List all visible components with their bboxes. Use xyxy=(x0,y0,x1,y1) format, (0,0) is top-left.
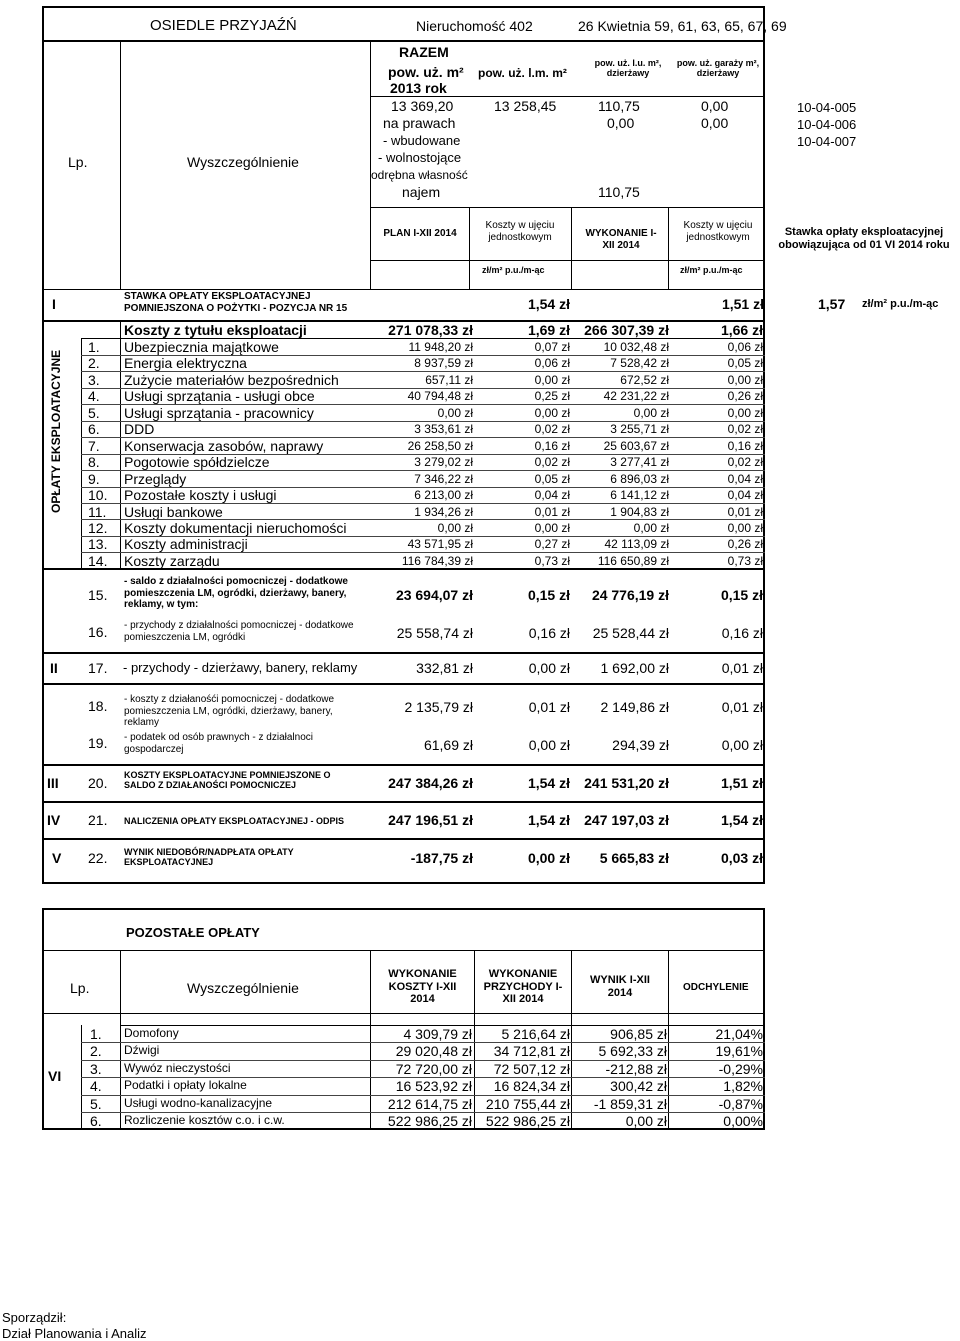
row20-label: KOSZTY EKSPLOATACYJNE POMNIEJSZONE O SALDO Z DZIAŁANOŚCI POMOCNICZEJ xyxy=(124,770,331,791)
cost-row-plan: 43 571,95 zł xyxy=(407,537,473,552)
row-number: 15. xyxy=(88,587,108,603)
row-number: 9. xyxy=(88,470,100,487)
col-koszty1-header: Koszty w ujęciu jednostkowym xyxy=(485,220,555,243)
col-przychody-header: WYKONANIE PRZYCHODY I-XII 2014 xyxy=(483,968,563,1006)
area-row-label: odrębna własność xyxy=(371,168,468,182)
row-number: 17. xyxy=(88,660,108,676)
koszty-total-pj: 1,69 zł xyxy=(527,322,570,338)
rok-label: 2013 rok xyxy=(390,80,447,96)
row15-wj: 0,15 zł xyxy=(720,587,763,603)
row-number: 8. xyxy=(88,454,100,471)
divider xyxy=(120,40,121,290)
cost-row-wj: 0,04 zł xyxy=(727,488,763,503)
cost-row-label: Usługi sprzątania - pracownicy xyxy=(124,404,314,421)
cost-row-wyk: 0,00 zł xyxy=(633,520,669,535)
row15-label: - saldo z działalności pomocniczej - dodatkowe pomieszczenia LM, ogródki, dzierżawy, banery, reklamy, w tym: xyxy=(124,576,348,610)
cost-row-pj: 0,16 zł xyxy=(534,438,570,453)
other-wyszczegolnienie-header: Wyszczególnienie xyxy=(187,980,299,996)
koszty-total-label: Koszty z tytułu eksploatacji xyxy=(124,322,307,338)
footer-line1: Sporządził: xyxy=(2,1310,67,1325)
row-number: 18. xyxy=(88,698,108,714)
other-row-odchylenie: -0,87% xyxy=(718,1095,763,1112)
col-koszty-header: WYKONANIE KOSZTY I-XII 2014 xyxy=(388,968,457,1006)
other-row-label: Wywóz nieczystości xyxy=(124,1060,231,1075)
section-i-rate: 1,57 xyxy=(818,296,846,312)
cost-row-wj: 0,01 zł xyxy=(727,504,763,519)
row-number: 5. xyxy=(90,1095,102,1112)
row22-plan: -187,75 zł xyxy=(410,850,473,866)
cost-row-wyk: 116 650,89 zł xyxy=(597,553,669,568)
other-row-przychody: 16 824,34 zł xyxy=(493,1078,570,1095)
other-row-wynik: 300,42 zł xyxy=(610,1078,667,1095)
row18-plan: 2 135,79 zł xyxy=(404,699,473,715)
divider xyxy=(668,207,669,290)
row-number: 16. xyxy=(88,624,108,640)
divider xyxy=(42,683,765,685)
row22-label: WYNIK NIEDOBÓR/NADPŁATA OPŁATY EKSPLOATACYJNEJ xyxy=(124,847,294,868)
cost-row-pj: 0,05 zł xyxy=(534,471,570,486)
row-number: 22. xyxy=(88,850,108,866)
cost-row-wyk: 10 032,48 zł xyxy=(603,340,669,354)
area-row-label: - wbudowane xyxy=(383,133,461,148)
other-row-koszty: 16 523,92 zł xyxy=(395,1078,472,1095)
divider xyxy=(42,950,765,951)
cost-row-wyk: 672,52 zł xyxy=(620,372,669,387)
cost-row-pj: 0,02 zł xyxy=(534,455,570,470)
row20-plan: 247 384,26 zł xyxy=(388,775,473,791)
row21-wyk: 247 197,03 zł xyxy=(584,812,669,828)
row16-label: - przychody z działalności pomocniczej - dodatkowe pomieszczenia LM, ogródki xyxy=(124,620,354,643)
divider xyxy=(370,40,371,290)
section-roman: VI xyxy=(48,1068,62,1084)
row17-wyk: 1 692,00 zł xyxy=(600,660,669,676)
row15-pj: 0,15 zł xyxy=(527,587,570,603)
razem-label: RAZEM xyxy=(399,44,449,60)
other-row-koszty: 212 614,75 zł xyxy=(387,1095,472,1112)
row-number: 11. xyxy=(88,503,107,520)
other-row-label: Dźwigi xyxy=(124,1043,160,1058)
pow-lu-label: pow. uż. l.u. m², dzierżawy xyxy=(594,58,662,79)
other-lp-header: Lp. xyxy=(70,980,90,996)
area-row-value: 13 258,45 xyxy=(494,98,557,114)
cost-row-wyk: 42 231,22 zł xyxy=(603,389,669,404)
pow-uz-label: pow. uż. m² xyxy=(388,64,464,80)
wyszczegolnienie-header: Wyszczególnienie xyxy=(187,154,299,170)
row-number: 4. xyxy=(90,1078,102,1095)
row21-pj: 1,54 zł xyxy=(527,812,570,828)
section-i-unit: zł/m² p.u./m-ąc xyxy=(862,298,939,310)
unit-label: zł/m² p.u./m-ąc xyxy=(482,265,545,275)
koszty-total-plan: 271 078,33 zł xyxy=(388,322,473,338)
side-label: OPŁATY EKSPLOATACYJNE xyxy=(49,349,63,513)
divider xyxy=(42,652,765,654)
pow-lm-label: pow. uż. l.m. m² xyxy=(478,66,567,80)
cost-row-wyk: 3 255,71 zł xyxy=(610,422,669,437)
area-row-code: 10-04-005 xyxy=(797,100,857,115)
cost-row-pj: 0,73 zł xyxy=(534,553,570,568)
row-number: 3. xyxy=(88,371,100,388)
cost-row-wj: 0,02 zł xyxy=(727,422,763,437)
other-row-wynik: 5 692,33 zł xyxy=(598,1043,667,1060)
other-row-wynik: -1 859,31 zł xyxy=(593,1095,667,1112)
row18-wyk: 2 149,86 zł xyxy=(600,699,669,715)
area-row-value: 0,00 xyxy=(607,115,635,131)
cost-row-wj: 0,06 zł xyxy=(727,340,763,354)
cost-row-label: Usługi bankowe xyxy=(124,503,223,520)
row16-wj: 0,16 zł xyxy=(721,625,763,641)
divider xyxy=(370,207,765,208)
row19-wj: 0,00 zł xyxy=(721,737,763,753)
row17-pj: 0,00 zł xyxy=(528,660,570,676)
other-row-koszty: 29 020,48 zł xyxy=(395,1043,472,1060)
other-row-odchylenie: 1,82% xyxy=(723,1078,763,1095)
row-number: 4. xyxy=(88,388,100,405)
divider xyxy=(469,207,470,290)
row-number: 1. xyxy=(90,1026,102,1042)
row-number: 12. xyxy=(88,519,108,536)
cost-row-wj: 0,00 zł xyxy=(727,372,763,387)
divider xyxy=(42,40,765,42)
cost-row-wj: 0,04 zł xyxy=(727,471,763,486)
cost-row-pj: 0,07 zł xyxy=(534,340,570,354)
cost-row-pj: 0,01 zł xyxy=(534,504,570,519)
row17-plan: 332,81 zł xyxy=(416,660,473,676)
area-row-label: najem xyxy=(402,184,441,200)
other-row-label: Domofony xyxy=(124,1026,179,1040)
section-roman: V xyxy=(52,850,62,866)
row-number: 6. xyxy=(90,1113,102,1129)
col-odchylenie-header: ODCHYLENIE xyxy=(683,982,749,993)
row-number: 19. xyxy=(88,735,108,751)
cost-row-wyk: 7 528,42 zł xyxy=(610,356,669,371)
other-row-wynik: -212,88 zł xyxy=(605,1060,667,1077)
divider xyxy=(42,838,765,840)
footer-line2: Dział Planowania i Analiz xyxy=(2,1326,147,1341)
other-row-przychody: 72 507,12 zł xyxy=(493,1060,570,1077)
row20-wj: 1,51 zł xyxy=(720,775,763,791)
cost-row-wyk: 0,00 zł xyxy=(633,405,669,420)
pow-garazy-label: pow. uż. garaży m², dzierżawy xyxy=(676,58,760,79)
cost-row-plan: 657,11 zł xyxy=(425,372,473,387)
row20-wyk: 241 531,20 zł xyxy=(584,775,669,791)
cost-row-plan: 40 794,48 zł xyxy=(407,389,473,404)
koszty-total-wyk: 266 307,39 zł xyxy=(584,322,669,338)
cost-row-pj: 0,04 zł xyxy=(534,488,570,503)
row15-plan: 23 694,07 zł xyxy=(395,587,473,603)
cost-row-wj: 0,02 zł xyxy=(727,455,763,470)
divider xyxy=(120,320,121,568)
divider xyxy=(120,950,121,1130)
row-number: 14. xyxy=(88,552,108,569)
divider xyxy=(370,260,765,261)
other-row-wynik: 0,00 zł xyxy=(625,1113,667,1129)
cost-row-wyk: 42 113,09 zł xyxy=(604,537,669,552)
cost-row-pj: 0,00 zł xyxy=(534,520,570,535)
section-i-label: STAWKA OPŁATY EKSPLOATACYJNEJ POMNIEJSZONA O POŻYTKI - POZYCJA NR 15 xyxy=(124,291,348,314)
area-row-code: 10-04-007 xyxy=(797,134,857,149)
divider xyxy=(42,801,765,803)
row-number: 1. xyxy=(88,339,100,355)
row19-plan: 61,69 zł xyxy=(423,737,473,753)
cost-row-label: Energia elektryczna xyxy=(124,355,247,372)
area-row-label: - wolnostojące xyxy=(378,150,462,165)
other-row-koszty: 4 309,79 zł xyxy=(403,1026,472,1042)
cost-row-label: DDD xyxy=(124,421,155,438)
section-i-value: 1,54 zł xyxy=(527,296,570,312)
cost-row-plan: 116 784,39 zł xyxy=(401,553,473,568)
cost-row-plan: 7 346,22 zł xyxy=(414,471,473,486)
section-roman: IV xyxy=(47,812,61,828)
cost-row-plan: 11 948,20 zł xyxy=(408,340,473,354)
other-row-wynik: 906,85 zł xyxy=(610,1026,667,1042)
area-row-value: 110,75 xyxy=(598,98,640,114)
other-row-przychody: 5 216,64 zł xyxy=(501,1026,570,1042)
section-roman: II xyxy=(50,660,58,676)
row16-plan: 25 558,74 zł xyxy=(396,625,473,641)
row20-pj: 1,54 zł xyxy=(527,775,570,791)
property-address: 26 Kwietnia 59, 61, 63, 65, 67, 69 xyxy=(578,18,787,34)
cost-row-wj: 0,00 zł xyxy=(727,405,763,420)
row22-wj: 0,03 zł xyxy=(720,850,763,866)
area-row-value: 0,00 xyxy=(701,115,729,131)
row-number: 2. xyxy=(90,1043,102,1060)
row21-label: NALICZENIA OPŁATY EKSPLOATACYJNEJ - ODPIS xyxy=(124,816,345,826)
row21-wj: 1,54 zł xyxy=(720,812,763,828)
row19-pj: 0,00 zł xyxy=(528,737,570,753)
row15-wyk: 24 776,19 zł xyxy=(591,587,669,603)
cost-row-pj: 0,00 zł xyxy=(534,405,570,420)
cost-row-plan: 26 258,50 zł xyxy=(407,438,473,453)
row21-plan: 247 196,51 zł xyxy=(388,812,473,828)
other-fees-title: POZOSTAŁE OPŁATY xyxy=(126,925,260,940)
property-number: Nieruchomość 402 xyxy=(416,18,533,34)
cost-row-plan: 8 937,59 zł xyxy=(414,356,473,371)
row18-wj: 0,01 zł xyxy=(721,699,763,715)
col-plan-header: PLAN I-XII 2014 xyxy=(383,228,457,239)
area-row-code: 10-04-006 xyxy=(797,117,857,132)
area-row-label: 13 369,20 xyxy=(391,98,454,114)
row19-label: - podatek od osób prawnych - z działalnoci gospodarczej xyxy=(124,732,313,755)
col-koszty2-header: Koszty w ujęciu jednostkowym xyxy=(683,220,753,243)
other-row-koszty: 522 986,25 zł xyxy=(387,1113,472,1129)
row17-label: - przychody - dzierżawy, banery, reklamy xyxy=(123,660,358,675)
row16-wyk: 25 528,44 zł xyxy=(592,625,669,641)
row-number: 13. xyxy=(88,536,108,553)
area-row-value: 110,75 xyxy=(598,184,640,200)
other-row-przychody: 522 986,25 zł xyxy=(485,1113,570,1129)
cost-row-wyk: 3 277,41 zł xyxy=(610,455,669,470)
other-row-przychody: 34 712,81 zł xyxy=(493,1043,570,1060)
cost-row-plan: 3 279,02 zł xyxy=(414,455,473,470)
cost-row-label: Koszty administracji xyxy=(124,536,248,553)
row16-pj: 0,16 zł xyxy=(528,625,570,641)
row-number: 7. xyxy=(88,437,100,454)
cost-row-label: Ubezpiecznia majątkowe xyxy=(124,339,279,355)
divider xyxy=(42,289,765,290)
cost-row-wyk: 6 141,12 zł xyxy=(610,488,669,503)
divider xyxy=(42,568,765,570)
cost-row-pj: 0,25 zł xyxy=(534,389,570,404)
estate-name: OSIEDLE PRZYJAŹŃ xyxy=(150,17,297,34)
cost-row-plan: 6 213,00 zł xyxy=(414,488,473,503)
cost-row-pj: 0,00 zł xyxy=(534,372,570,387)
cost-row-wj: 0,73 zł xyxy=(727,553,763,568)
cost-row-plan: 0,00 zł xyxy=(437,520,473,535)
area-row-label: na prawach xyxy=(383,115,456,131)
cost-row-pj: 0,02 zł xyxy=(534,422,570,437)
cost-row-wj: 0,00 zł xyxy=(727,520,763,535)
section-roman: I xyxy=(52,296,56,312)
divider xyxy=(42,764,765,766)
cost-row-label: Pozostałe koszty i usługi xyxy=(124,487,277,504)
row-number: 21. xyxy=(88,812,108,828)
other-row-odchylenie: 19,61% xyxy=(715,1043,763,1060)
col-stawka-header: Stawka opłaty eksploatacyjnej obowiązująca od 01 VI 2014 roku xyxy=(778,226,950,251)
divider xyxy=(370,96,765,97)
cost-row-wyk: 1 904,83 zł xyxy=(610,504,669,519)
other-row-label: Rozliczenie kosztów c.o. i c.w. xyxy=(124,1113,285,1127)
cost-row-plan: 0,00 zł xyxy=(437,405,473,420)
cost-row-plan: 3 353,61 zł xyxy=(414,422,473,437)
row-number: 5. xyxy=(88,404,100,421)
divider xyxy=(42,1013,765,1014)
koszty-total-wj: 1,66 zł xyxy=(720,322,763,338)
row18-pj: 0,01 zł xyxy=(528,699,570,715)
other-row-odchylenie: 0,00% xyxy=(723,1113,763,1129)
row-number: 20. xyxy=(88,775,108,791)
other-row-label: Usługi wodno-kanalizacyjne xyxy=(124,1095,273,1110)
row17-wj: 0,01 zł xyxy=(721,660,763,676)
cost-row-wj: 0,26 zł xyxy=(727,537,763,552)
cost-row-label: Koszty zarządu xyxy=(124,552,220,569)
cost-row-pj: 0,06 zł xyxy=(534,356,570,371)
other-row-label: Podatki i opłaty lokalne xyxy=(124,1078,247,1093)
cost-row-label: Usługi sprzątania - usługi obce xyxy=(124,388,315,405)
row18-label: - koszty z działanośći pomocniczej - dodatkowe pomieszczenia LM, ogródki, dzierżawy, banery, reklamy xyxy=(124,694,335,728)
area-row-value: 0,00 xyxy=(701,98,729,114)
cost-row-label: Koszty dokumentacji nieruchomości xyxy=(124,519,347,536)
row22-pj: 0,00 zł xyxy=(527,850,570,866)
cost-row-label: Przeglądy xyxy=(124,470,187,487)
col-wykonanie-header: WYKONANIE I-XII 2014 xyxy=(585,228,657,251)
cost-row-label: Zużycie materiałów bezpośrednich xyxy=(124,371,339,388)
other-row-odchylenie: 21,04% xyxy=(715,1026,763,1042)
cost-row-wyk: 25 603,67 zł xyxy=(603,438,669,453)
unit-label: zł/m² p.u./m-ąc xyxy=(680,265,743,275)
cost-row-label: Konserwacja zasobów, naprawy xyxy=(124,437,324,454)
section-roman: III xyxy=(47,775,59,791)
divider xyxy=(571,207,572,290)
row22-wyk: 5 665,83 zł xyxy=(599,850,669,866)
cost-row-wj: 0,05 zł xyxy=(727,356,763,371)
row-number: 10. xyxy=(88,487,108,504)
other-row-koszty: 72 720,00 zł xyxy=(395,1060,472,1077)
cost-row-label: Pogotowie spółdzielcze xyxy=(124,454,270,471)
cost-row-plan: 1 934,26 zł xyxy=(414,504,473,519)
row-number: 3. xyxy=(90,1060,102,1077)
cost-row-wyk: 6 896,03 zł xyxy=(610,471,669,486)
section-i-value: 1,51 zł xyxy=(721,296,764,312)
col-wynik-header: WYNIK I-XII 2014 xyxy=(590,974,650,999)
cost-row-wj: 0,26 zł xyxy=(727,389,763,404)
row-number: 2. xyxy=(88,355,100,372)
cost-row-pj: 0,27 zł xyxy=(534,537,570,552)
row-number: 6. xyxy=(88,421,100,438)
other-row-odchylenie: -0,29% xyxy=(718,1060,763,1077)
other-row-przychody: 210 755,44 zł xyxy=(485,1095,570,1112)
lp-header: Lp. xyxy=(68,154,88,170)
row19-wyk: 294,39 zł xyxy=(612,737,669,753)
cost-row-wj: 0,16 zł xyxy=(727,438,763,453)
